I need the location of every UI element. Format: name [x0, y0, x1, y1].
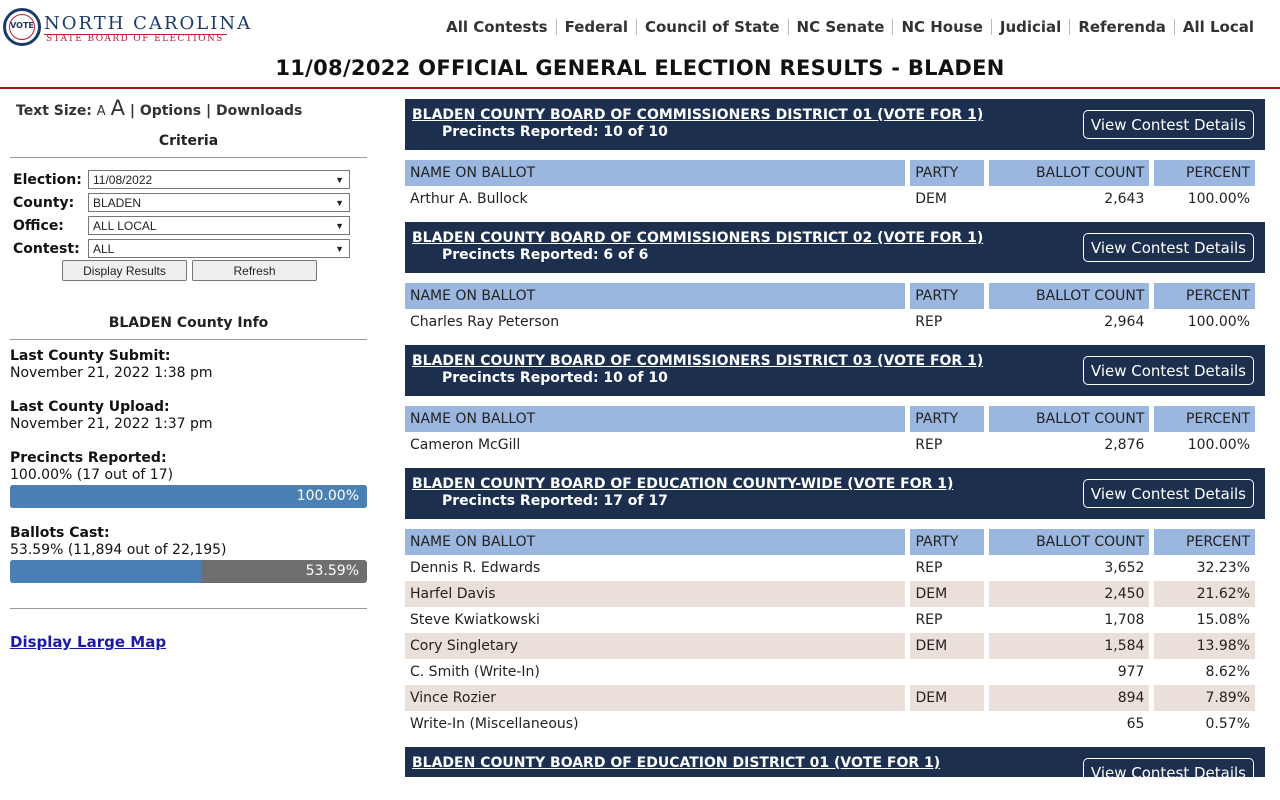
- table-row: [405, 711, 1255, 737]
- candidate-name: Vince Rozier: [405, 685, 905, 711]
- contest-title-link[interactable]: BLADEN COUNTY BOARD OF COMMISSIONERS DISTRICT 01 (VOTE FOR 1): [412, 107, 984, 123]
- column-header-name: NAME ON BALLOT: [405, 529, 905, 555]
- precincts-reported-label: Precincts Reported:: [10, 450, 167, 466]
- title-divider: [0, 87, 1280, 89]
- ballots-progress-text: 53.59%: [305, 563, 359, 579]
- column-header-percent: PERCENT: [1154, 160, 1255, 186]
- results-panel: [405, 99, 1265, 777]
- candidate-name: Write-In (Miscellaneous): [410, 716, 579, 732]
- chevron-down-icon: ▼: [335, 220, 344, 231]
- site-header: [0, 0, 1280, 58]
- candidate-name: Dennis R. Edwards: [410, 560, 541, 576]
- logo-subtitle: STATE BOARD OF ELECTIONS: [46, 34, 224, 44]
- ballot-count: 894: [989, 685, 1149, 711]
- contest-block: [405, 468, 1265, 737]
- election-select[interactable]: 11/08/2022 ▼: [88, 170, 350, 189]
- column-header-party: PARTY: [910, 529, 984, 555]
- office-label: Office:: [13, 217, 64, 234]
- table-row: [405, 432, 1255, 458]
- candidate-party: REP: [915, 314, 943, 330]
- candidate-party: [910, 711, 984, 737]
- vote-percent: 13.98%: [1154, 633, 1255, 659]
- vote-percent: 100.00%: [1187, 191, 1250, 207]
- display-results-button[interactable]: Display Results: [62, 260, 187, 281]
- candidate-name: Cameron McGill: [410, 437, 521, 453]
- table-row: [405, 309, 1255, 335]
- map-divider: [10, 608, 367, 609]
- vote-percent: 32.23%: [1196, 560, 1250, 576]
- logo-title: NORTH CAROLINA: [44, 13, 253, 34]
- county-label: County:: [13, 194, 75, 211]
- candidate-party: DEM: [910, 685, 984, 711]
- last-submit-value: November 21, 2022 1:38 pm: [10, 365, 213, 381]
- column-header-ballot-count: BALLOT COUNT: [989, 160, 1150, 186]
- contest-header: [405, 468, 1265, 519]
- vote-percent: 8.62%: [1205, 664, 1250, 680]
- precincts-progress-text: 100.00%: [296, 488, 359, 504]
- nav-judicial[interactable]: Judicial: [999, 18, 1062, 36]
- page-title: 11/08/2022 OFFICIAL GENERAL ELECTION RESULTS - BLADEN: [275, 56, 1005, 80]
- chevron-down-icon: ▼: [335, 174, 344, 185]
- ballot-count: 1,584: [989, 633, 1149, 659]
- ballots-cast-label: Ballots Cast:: [10, 525, 110, 541]
- options-link[interactable]: Options: [139, 103, 202, 119]
- ballot-count: 977: [1117, 664, 1145, 680]
- contest-title-link[interactable]: BLADEN COUNTY BOARD OF COMMISSIONERS DISTRICT 03 (VOTE FOR 1): [412, 353, 984, 369]
- precincts-reported: Precincts Reported: 10 of 10: [442, 370, 668, 386]
- vote-seal-icon: VOTE: [3, 8, 41, 46]
- text-size-controls: Text Size: A A | Options | Downloads: [16, 96, 303, 120]
- last-upload-label: Last County Upload:: [10, 399, 170, 415]
- display-large-map-link[interactable]: Display Large Map: [10, 633, 167, 651]
- column-header-party: PARTY: [910, 406, 984, 432]
- nav-all-contests[interactable]: All Contests: [446, 18, 548, 36]
- candidate-name: Cory Singletary: [405, 633, 905, 659]
- vote-percent: 15.08%: [1196, 612, 1250, 628]
- county-info-heading: BLADEN County Info: [108, 315, 269, 331]
- ballot-count: 2,876: [1104, 437, 1145, 453]
- column-header-percent: PERCENT: [1154, 283, 1255, 309]
- view-contest-details-button[interactable]: View Contest Details: [1083, 356, 1254, 385]
- column-header-ballot-count: BALLOT COUNT: [989, 406, 1149, 432]
- candidate-party: DEM: [915, 191, 947, 207]
- nav-all-local[interactable]: All Local: [1182, 18, 1254, 36]
- column-header-name: NAME ON BALLOT: [405, 283, 905, 309]
- view-contest-details-button[interactable]: View Contest Details: [1083, 233, 1254, 262]
- precincts-reported: Precincts Reported: 10 of 10: [442, 124, 668, 140]
- table-row: [405, 685, 1255, 711]
- candidate-party: DEM: [910, 633, 984, 659]
- criteria-contest-row: [13, 239, 350, 258]
- table-header-row: [405, 283, 1255, 309]
- column-header-party: PARTY: [910, 160, 984, 186]
- column-header-percent: PERCENT: [1154, 529, 1255, 555]
- sidebar: [0, 90, 380, 800]
- candidate-party: REP: [915, 612, 943, 628]
- contest-title-link[interactable]: BLADEN COUNTY BOARD OF EDUCATION DISTRICT 01 (VOTE FOR 1): [412, 755, 941, 771]
- contest-label: Contest:: [13, 240, 80, 257]
- nav-nc-senate[interactable]: NC Senate: [796, 18, 885, 36]
- precincts-reported-value: 100.00% (17 out of 17): [10, 467, 174, 483]
- contest-title-link[interactable]: BLADEN COUNTY BOARD OF EDUCATION COUNTY-WIDE (VOTE FOR 1): [412, 476, 954, 492]
- contest-block: [405, 345, 1265, 458]
- ballot-count: 1,708: [1104, 612, 1145, 628]
- vote-percent: 0.57%: [1205, 716, 1250, 732]
- candidate-party: DEM: [910, 581, 984, 607]
- view-contest-details-button[interactable]: View Contest Details: [1083, 479, 1254, 508]
- nc-state-board-logo[interactable]: [3, 8, 253, 48]
- column-header-name: NAME ON BALLOT: [405, 160, 905, 186]
- criteria-office-row: [13, 216, 350, 235]
- ballots-cast-value: 53.59% (11,894 out of 22,195): [10, 542, 227, 558]
- precincts-reported: Precincts Reported: 17 of 17: [442, 493, 668, 509]
- table-row: [405, 633, 1255, 659]
- candidate-name: Arthur A. Bullock: [410, 191, 528, 207]
- refresh-button[interactable]: Refresh: [192, 260, 317, 281]
- candidate-name: C. Smith (Write-In): [410, 664, 540, 680]
- county-info-divider: [10, 339, 367, 340]
- contest-block: [405, 222, 1265, 335]
- criteria-county-row: [13, 193, 350, 212]
- contest-header: [405, 345, 1265, 396]
- ballot-count: 2,643: [1104, 191, 1145, 207]
- nav-nc-house[interactable]: NC House: [901, 18, 983, 36]
- candidate-party: REP: [915, 560, 943, 576]
- criteria-election-row: [13, 170, 350, 189]
- chevron-down-icon: ▼: [335, 197, 344, 208]
- candidate-party: REP: [915, 437, 943, 453]
- chevron-down-icon: ▼: [335, 243, 344, 254]
- results-table: [405, 283, 1260, 335]
- nav-referenda[interactable]: Referenda: [1078, 18, 1166, 36]
- table-header-row: [405, 160, 1255, 186]
- ballot-count: 2,450: [989, 581, 1149, 607]
- table-row: [405, 581, 1255, 607]
- downloads-link[interactable]: Downloads: [216, 103, 303, 119]
- text-size-small-button[interactable]: A: [96, 104, 106, 119]
- ballot-count: 3,652: [1104, 560, 1145, 576]
- contest-block: [405, 747, 1265, 777]
- column-header-ballot-count: BALLOT COUNT: [989, 283, 1149, 309]
- candidate-name: Steve Kwiatkowski: [410, 612, 540, 628]
- vote-percent: 7.89%: [1154, 685, 1255, 711]
- office-select[interactable]: ALL LOCAL ▼: [88, 216, 350, 235]
- contest-block: [405, 99, 1265, 212]
- table-row: [405, 607, 1255, 633]
- vote-percent: 21.62%: [1154, 581, 1255, 607]
- nav-federal[interactable]: Federal: [564, 18, 628, 36]
- table-row: [405, 186, 1255, 212]
- precincts-progress-bar: [10, 485, 367, 508]
- column-header-party: PARTY: [910, 283, 984, 309]
- county-select[interactable]: BLADEN ▼: [88, 193, 350, 212]
- contest-title-link[interactable]: BLADEN COUNTY BOARD OF COMMISSIONERS DISTRICT 02 (VOTE FOR 1): [412, 230, 984, 246]
- contest-select[interactable]: ALL ▼: [88, 239, 350, 258]
- candidate-name: Harfel Davis: [405, 581, 905, 607]
- column-header-percent: PERCENT: [1154, 406, 1255, 432]
- table-row: [405, 659, 1255, 685]
- ballot-count: 65: [1126, 716, 1145, 732]
- results-table: [405, 160, 1260, 212]
- results-table: [405, 529, 1260, 737]
- ballots-progress-bar: [10, 560, 367, 583]
- criteria-divider: [10, 157, 367, 158]
- vote-percent: 100.00%: [1187, 314, 1250, 330]
- results-table: [405, 406, 1260, 458]
- top-navigation: [438, 18, 1262, 36]
- table-header-row: [405, 529, 1255, 555]
- text-size-label: Text Size:: [16, 103, 92, 119]
- view-contest-details-button[interactable]: View Contest Details: [1083, 110, 1254, 139]
- precincts-reported: Precincts Reported: 6 of 6: [442, 247, 649, 263]
- election-label: Election:: [13, 171, 82, 188]
- candidate-party: [910, 659, 984, 685]
- ballot-count: 2,964: [1104, 314, 1145, 330]
- contest-header: [405, 747, 1265, 777]
- last-submit-label: Last County Submit:: [10, 348, 171, 364]
- last-upload-value: November 21, 2022 1:37 pm: [10, 416, 213, 432]
- view-contest-details-button[interactable]: View Contest Details: [1083, 758, 1254, 777]
- contest-header: [405, 222, 1265, 273]
- table-row: [405, 555, 1255, 581]
- text-size-large-button[interactable]: A: [110, 96, 125, 120]
- criteria-heading: Criteria: [158, 133, 219, 149]
- table-header-row: [405, 406, 1255, 432]
- candidate-name: Charles Ray Peterson: [410, 314, 560, 330]
- vote-percent: 100.00%: [1187, 437, 1250, 453]
- contest-header: [405, 99, 1265, 150]
- ballots-progress-fill: [10, 560, 201, 583]
- column-header-ballot-count: BALLOT COUNT: [989, 529, 1149, 555]
- nav-council-of-state[interactable]: Council of State: [644, 18, 780, 36]
- column-header-name: NAME ON BALLOT: [405, 406, 905, 432]
